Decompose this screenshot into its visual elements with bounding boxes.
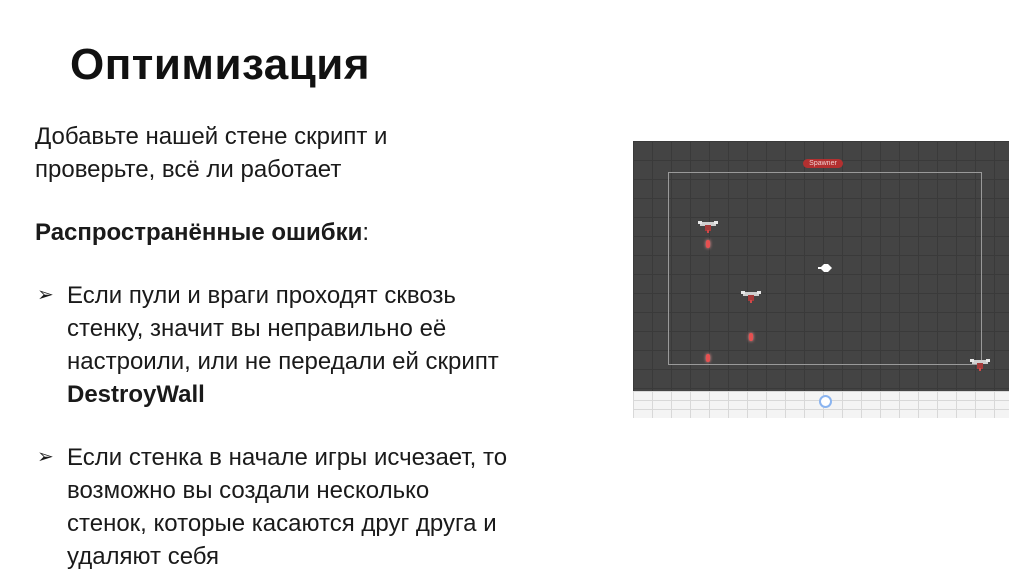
bullet-arrow-icon: ➢	[37, 284, 54, 306]
bullet-icon	[749, 333, 753, 341]
enemy-ship-icon[interactable]	[698, 220, 718, 234]
player-ship-icon[interactable]	[818, 262, 834, 274]
bullet2-line-4: удаляют себя	[67, 543, 219, 570]
spacer	[35, 186, 625, 216]
errors-heading	[35, 216, 625, 249]
camera-icon[interactable]	[819, 395, 832, 408]
slide-body	[35, 120, 625, 573]
slide-title: Оптимизация	[70, 40, 371, 89]
spacer	[35, 411, 625, 441]
bullet1-line-3: настроили, или не передали ей скрипт	[67, 348, 499, 375]
bullet2-line-1: Если стенка в начале игры исчезает, то	[67, 444, 508, 471]
bullet2-line-2: возможно вы создали несколько	[67, 477, 430, 504]
bullet-icon	[706, 354, 710, 362]
enemy-ship-icon[interactable]	[970, 358, 990, 372]
spawner-label[interactable]: Spawner	[803, 159, 843, 168]
errors-heading-text: Распространённые ошибки	[35, 219, 363, 246]
bullet1-line-1: Если пули и враги проходят сквозь	[67, 282, 456, 309]
bullet1-line-2: стенку, значит вы неправильно её	[67, 315, 447, 342]
game-scene-view[interactable]	[633, 141, 1009, 418]
bullet-item-1	[35, 279, 625, 411]
bullet1-script-name: DestroyWall	[67, 381, 205, 408]
enemy-ship-icon[interactable]	[741, 290, 761, 304]
bullet-icon	[706, 240, 710, 248]
intro-line-1: Добавьте нашей стене скрипт и	[35, 123, 388, 150]
spacer	[35, 249, 625, 279]
bullet-arrow-icon: ➢	[37, 446, 54, 468]
bullet-item-2	[35, 441, 625, 573]
errors-heading-colon: :	[362, 219, 370, 246]
intro-line-2: проверьте, всё ли работает	[35, 156, 342, 183]
bullet2-line-3: стенок, которые касаются друг друга и	[67, 510, 497, 537]
